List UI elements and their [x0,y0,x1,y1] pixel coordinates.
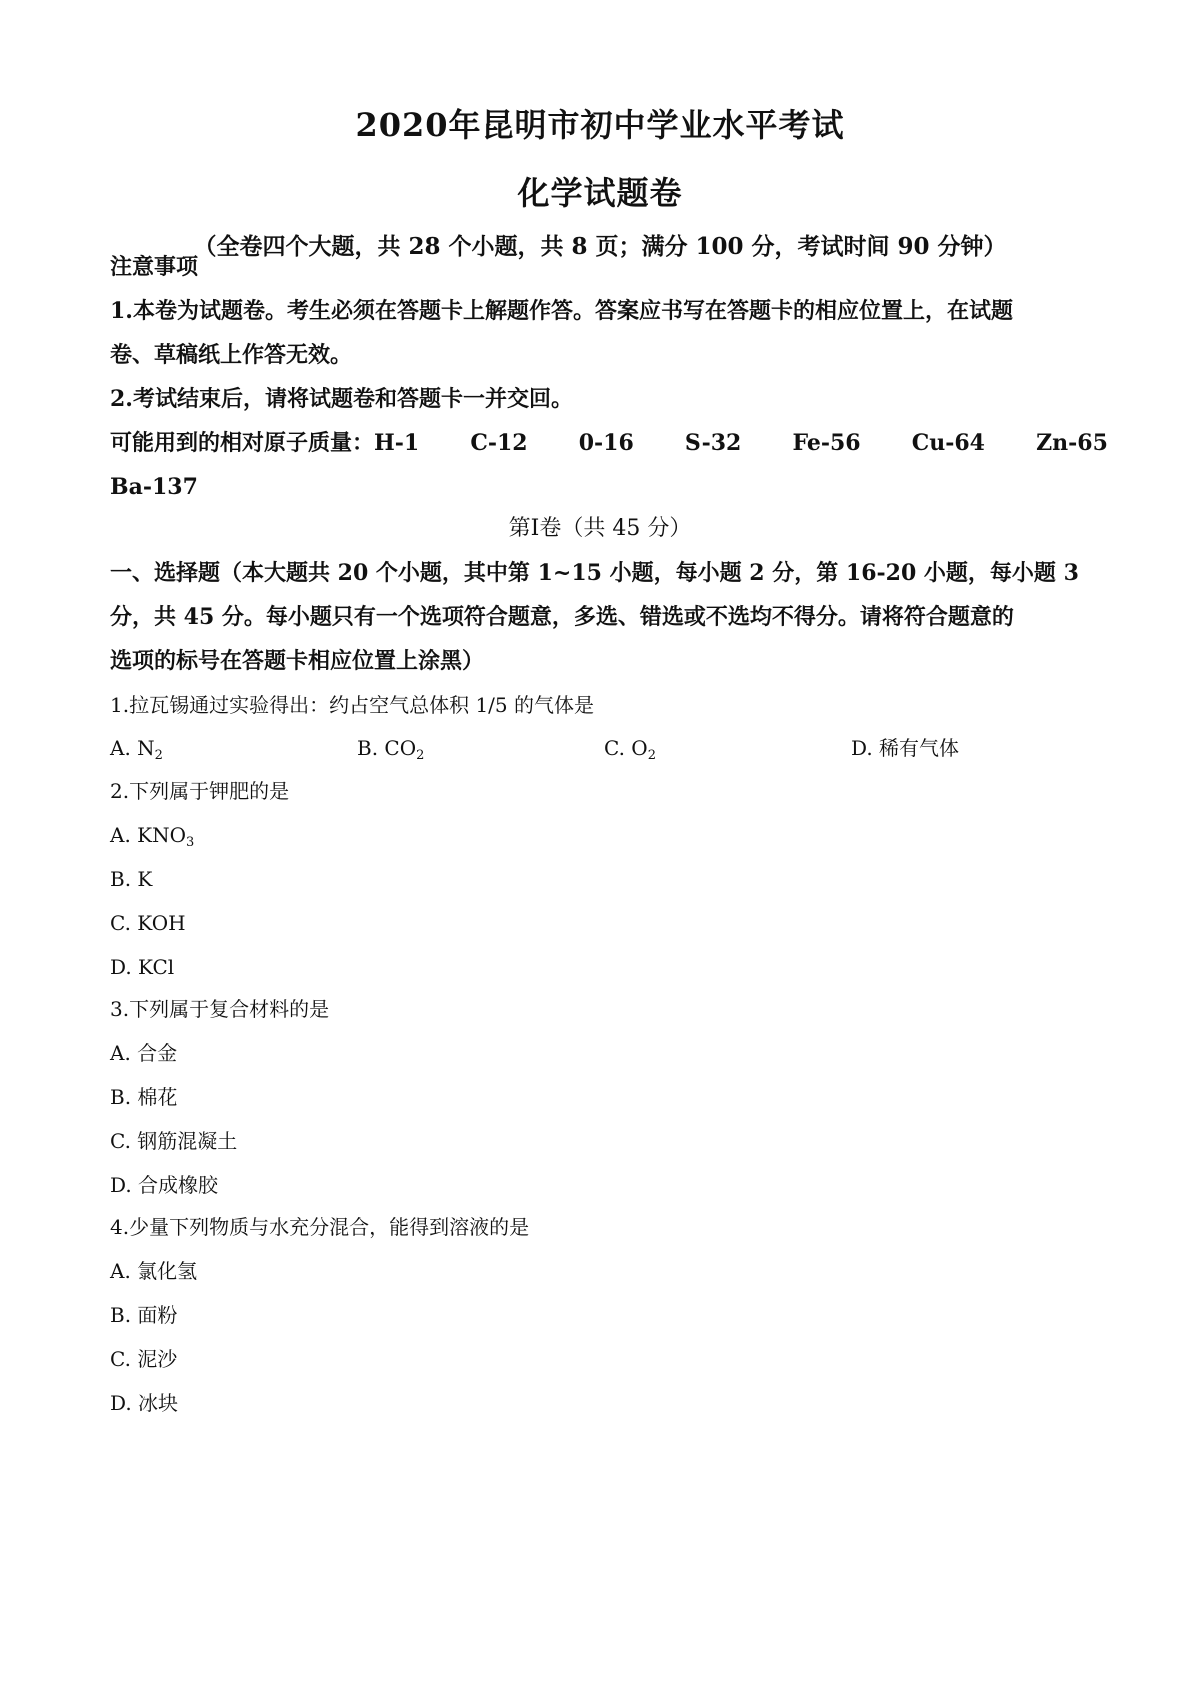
section-instructions-line-2: 分，共 45 分。每小题只有一个选项符合题意，多选、错选或不选均不得分。请将符合题意的 [110,604,1014,630]
section-heading: 第Ⅰ卷（共 45 分） [508,516,692,541]
note-item-1-line-2: 卷、草稿纸上作答无效。 [110,342,353,368]
question-4-stem: 4.少量下列物质与水充分混合，能得到溶液的是 [110,1215,530,1239]
note-item-2: 2.考试结束后，请将试题卷和答题卡一并交回。 [110,386,573,412]
exam-title: 2020年昆明市初中学业水平考试 [355,106,845,144]
question-2-option-c: C. KOH [110,911,186,935]
atomic-mass-last: Ba-137 [110,474,198,500]
note-item-1-line-1: 1.本卷为试题卷。考生必须在答题卡上解题作答。答案应书写在答题卡的相应位置上，在试题 [110,298,1013,324]
question-3-option-b: B. 棉花 [110,1085,178,1109]
question-1-option-a: A. $N_2$ [110,736,163,763]
question-2-option-a: A. $KNO_3$ [110,823,195,850]
atomic-mass-item: S-32 [684,430,742,456]
question-2-stem: 2.下列属于钾肥的是 [110,779,290,803]
question-1-option-b: B. $CO_2$ [357,736,425,763]
question-1-option-d: D. 稀有气体 [851,736,960,760]
question-3-option-a: A. 合金 [110,1041,178,1065]
atomic-mass-item: Fe-56 [792,430,861,456]
atomic-mass-item: Zn-65 [1036,430,1108,456]
question-1-stem: 1.拉瓦锡通过实验得出：约占空气总体积 1/5 的气体是 [110,693,594,717]
notes-heading: 注意事项 [110,254,199,280]
atomic-mass-item: C-12 [470,430,528,456]
question-1-options [110,733,1108,763]
atomic-mass-row [110,428,1108,458]
exam-subtitle: 化学试题卷 [517,174,683,212]
question-4-option-a: A. 氯化氢 [110,1259,198,1283]
question-4-option-d: D. 冰块 [110,1391,179,1415]
question-3-stem: 3.下列属于复合材料的是 [110,997,330,1021]
atomic-mass-label: 可能用到的相对原子质量：H-1 [110,430,420,456]
question-2-option-d: D. KCl [110,955,175,979]
atomic-mass-item: Cu-64 [911,430,985,456]
question-1-option-c: C. $O_2$ [604,736,656,763]
question-3-option-c: C. 钢筋混凝土 [110,1129,238,1153]
section-instructions-line-1: 一、选择题（本大题共 20 个小题，其中第 1~15 小题，每小题 2 分，第 16-20 小题，每小题 3 [110,560,1079,586]
atomic-mass-item: 0-16 [578,430,634,456]
exam-info: （全卷四个大题，共 28 个小题，共 8 页；满分 100 分，考试时间 90 分钟） [193,233,1007,260]
question-3-option-d: D. 合成橡胶 [110,1173,219,1197]
question-4-option-b: B. 面粉 [110,1303,178,1327]
question-4-option-c: C. 泥沙 [110,1347,178,1371]
section-instructions-line-3: 选项的标号在答题卡相应位置上涂黑） [110,648,485,674]
question-2-option-b: B. K [110,867,153,891]
